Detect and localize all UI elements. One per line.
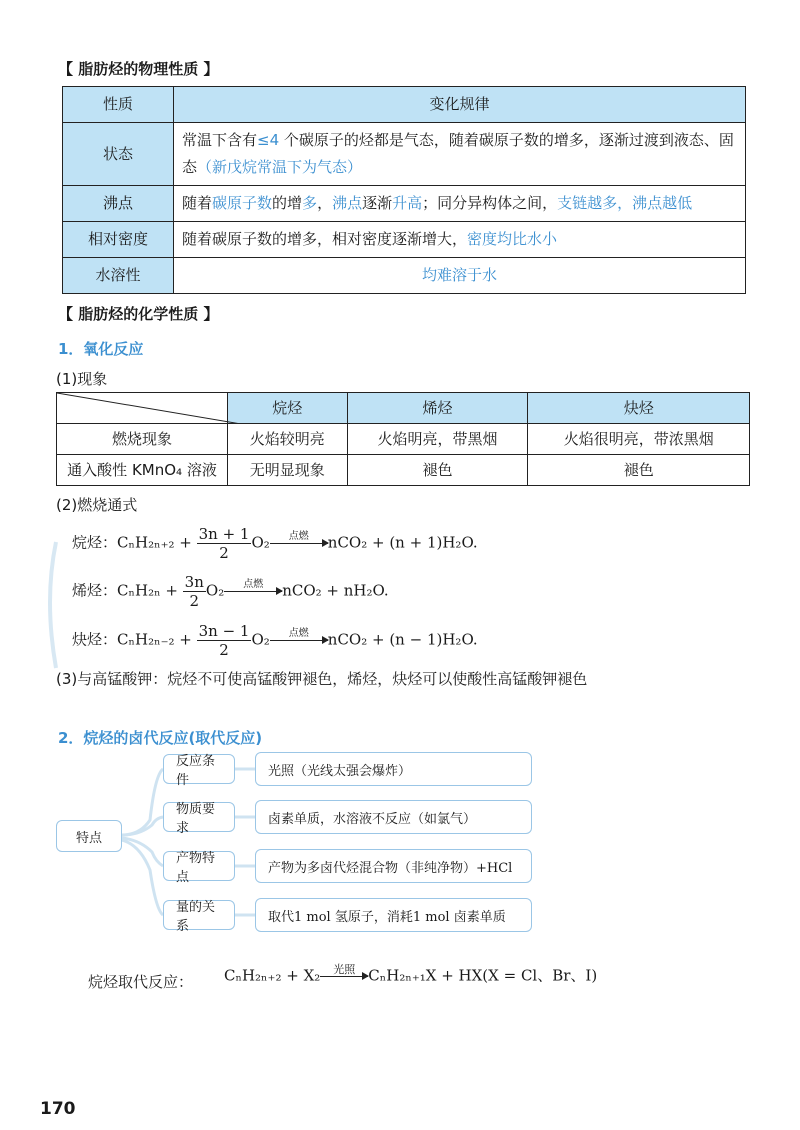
rule-text-segment: 随着碳原子数的增多，相对密度逐渐增大， [182,230,468,248]
fraction-numerator: 3n + 1 [198,525,250,543]
arrow-condition: 点燃 [288,531,309,542]
rule-text-segment: ≤4 [257,131,280,149]
fraction-denominator: 2 [219,641,229,659]
fraction-denominator: 2 [189,592,200,610]
cell-value: 褪色 [528,455,750,486]
halogen-title: 2．烷烃的卤代反应(取代反应) [58,729,263,747]
rule-text-segment: 的增 [272,194,303,212]
cell-value: 火焰很明亮，带浓黑烟 [528,424,750,455]
rule-text-segment: 均难溶于水 [421,266,497,284]
rule-text-segment: 升高 [392,194,423,212]
header-alkene: 烯烃 [347,393,528,424]
formula-o2: O₂ [205,581,225,600]
rule-text-segment: 常温下含有 [182,131,258,149]
rule-text-segment: 密度均比水小 [467,230,558,248]
formula-product: nCO₂ + (n − 1)H₂O. [327,630,478,649]
header-alkane: 烷烃 [228,393,348,424]
rule-text-segment: 碳原子数 [212,194,273,212]
rule-text-segment: ， [317,194,333,212]
feature-key-quantity: 量的关系 [163,900,235,930]
feature-root: 特点 [56,820,122,852]
feature-key-condition: 反应条件 [163,754,235,784]
row-label-state: 状态 [63,123,174,186]
formula-product: nCO₂ + (n + 1)H₂O. [327,533,478,552]
header-property: 性质 [63,87,174,123]
rule-text-segment: 沸点 [332,194,363,212]
fraction-numerator: 3n [184,573,204,591]
cell-label: 通入酸性 KMnO₄ 溶液 [57,455,228,486]
cell-value: 褪色 [347,455,528,486]
cell-value: 火焰较明亮 [228,424,348,455]
substitution-formula [224,964,597,989]
feature-value-condition: 光照（光线太强会爆炸） [255,752,532,786]
reaction-arrow [320,964,368,989]
formula-o2: O₂ [251,630,270,649]
formula-label: 烯烃： [72,581,118,600]
formula-product: nCO₂ + nH₂O. [282,581,389,600]
formula-label: 炔烃： [72,630,118,649]
row-label-solubility: 水溶性 [63,258,174,294]
fraction-denominator: 2 [219,544,229,562]
rule-text-segment: 个碳原子的烃都是气态，随着碳原子数的增多，逐渐过渡到液态、固态 [182,131,734,176]
substitution-reactant: CₙH₂ₙ₊₂ + X₂ [224,966,321,985]
feature-key-requirement: 物质要求 [163,802,235,832]
formula-o2: O₂ [251,533,270,552]
arrow-condition: 光照 [333,963,356,976]
row-label-boiling: 沸点 [63,186,174,222]
oxidation-title: 1．氧化反应 [58,340,144,358]
rule-text-segment: ；同分异构体之间， [422,194,558,212]
feature-value-product: 产物为多卤代烃混合物（非纯净物）+HCl [255,849,532,883]
arrow-condition: 点燃 [288,628,309,639]
substitution-label: 烷烃取代反应： [88,973,194,991]
feature-value-quantity: 取代1 mol 氢原子，消耗1 mol 卤素单质 [255,898,532,932]
rule-text-segment: 支链越多，沸点越低 [557,194,693,212]
combustion-title: (2)燃烧通式 [56,496,138,514]
cell-value: 无明显现象 [228,455,348,486]
substitution-product: CₙH₂ₙ₊₁X + HX(X = Cl、Br、I) [368,966,598,985]
header-alkyne: 炔烃 [528,393,750,424]
formula-reactant: CₙH₂ₙ₊₂ + [117,533,197,552]
rule-text-segment: （新戊烷常温下为气态） [197,158,363,176]
kmno4-note: (3)与高锰酸钾：烷烃不可使高锰酸钾褪色，烯烃，炔烃可以使酸性高锰酸钾褪色 [56,670,588,688]
formula-reactant: CₙH₂ₙ + [117,581,183,600]
arrow-condition: 点燃 [243,579,264,590]
phenomenon-title: (1)现象 [56,370,108,388]
feature-key-product: 产物特点 [163,851,235,881]
feature-value-requirement: 卤素单质，水溶液不反应（如氯气） [255,800,532,834]
fraction-numerator: 3n − 1 [198,622,250,640]
formula-label: 烷烃： [72,533,118,552]
page-number: 170 [40,1099,76,1119]
cell-value: 火焰明亮，带黑烟 [347,424,528,455]
cell-label: 燃烧现象 [57,424,228,455]
chemical-section-title: 【 脂肪烃的化学性质 】 [58,305,219,323]
rule-text-segment: 多 [302,194,318,212]
header-rule: 变化规律 [174,87,746,123]
rule-text-segment: 随着 [182,194,213,212]
row-label-density: 相对密度 [63,222,174,258]
physical-section-title: 【 脂肪烃的物理性质 】 [58,60,219,78]
rule-text-segment: 逐渐 [362,194,393,212]
formula-reactant: CₙH₂ₙ₋₂ + [117,630,197,649]
